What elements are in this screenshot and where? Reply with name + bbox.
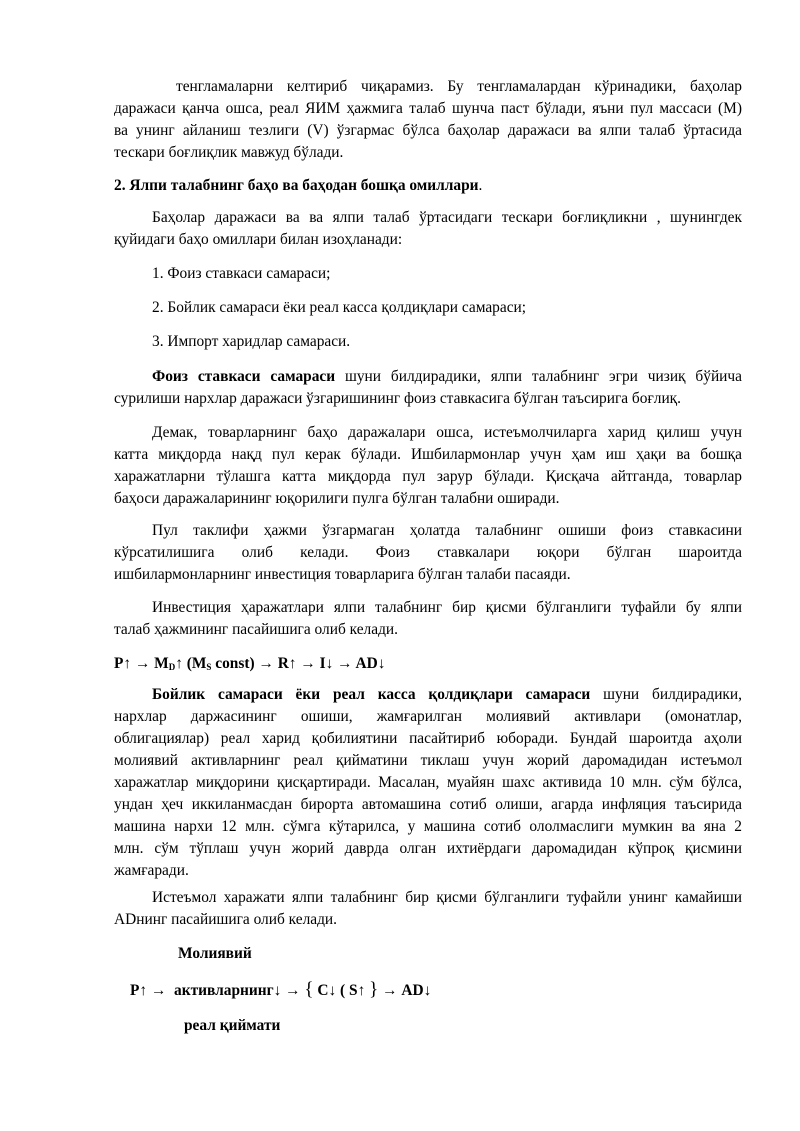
para3-line-4: баҳоси даражаларининг юқорилиги пулга бўлган талабни оширади. — [114, 490, 560, 507]
intro-line-2: даражаси қанча ошса, реал ЯИМ ҳажмига талаб шунча паст бўлади, яъни пул массаси (М) — [114, 100, 742, 117]
para3-line-1: Демак, товарларнинг баҳо даражалари ошса, истеъмолчиларга харид қилиш учун — [152, 424, 742, 441]
para1-line-1: Баҳолар даражаси ва ва ялпи талаб ўртасидаги тескари боғлиқликни , шунингдек — [152, 209, 742, 226]
paragraph-7 — [114, 887, 742, 931]
para6-term: Бойлик самараси ёки реал касса қолдиқлари самараси — [152, 686, 591, 703]
para6-line-7: машина нархи 12 млн. сўмга кўтарилса, у машина сотиб ололмаслиги мумкин ва яна 2 — [114, 818, 742, 835]
formula1-part-c: const) → R↑ → I↓ → AD↓ — [211, 655, 386, 672]
para6-line-4: молиявий активларнинг реал қийматини тиклаш учун жорий даромадидан истеъмол — [114, 752, 742, 769]
list-item-3: 3. Импорт харидлар самараси. — [152, 333, 351, 350]
formula2-inner: C↓ ( S↑ — [313, 982, 370, 999]
para6-line-6: ундан ҳеч иккиланмасдан бирорта автомашина сотиб олиши, агарда инфляция таъсирида — [114, 796, 742, 813]
formula2-assets: активларнинг↓ → — [174, 982, 301, 999]
formula2-top-label: Молиявий — [178, 945, 252, 962]
paragraph-1 — [114, 207, 742, 251]
intro-paragraph — [114, 76, 742, 164]
para5-line-1: Инвестиция ҳаражатлари ялпи талабнинг бир қисми бўлганлиги туфайли бу ялпи — [152, 599, 742, 616]
section-heading-dot: . — [478, 177, 483, 194]
para4-line-1: Пул таклифи ҳажми ўзгармаган ҳолатда талабнинг ошиши фоиз ставкасини — [152, 522, 742, 539]
paragraph-6 — [114, 684, 742, 882]
para6-line-1-rest: шуни билдирадики, — [590, 686, 742, 703]
para2-line-2: сурилиши нархлар даражаси ўзгаришининг фоиз ставкасига бўлган таъсирига боғлиқ. — [114, 390, 682, 407]
section-heading — [114, 175, 742, 197]
section-heading-text: 2. Ялпи талабнинг баҳо ва баҳодан бошқа омиллари — [114, 177, 479, 194]
para6-line-2: нархлар даржасининг ошиши, жамғарилган молиявий активлари (омонатлар, — [114, 708, 742, 725]
para2-line-1 — [114, 366, 742, 388]
paragraph-3 — [114, 422, 742, 510]
para6-line-8: млн. сўм тўплаш учун жорий даврда олган ихтиёрдаги даромадидан кўпроқ қисмини — [114, 840, 742, 857]
list-item-2: 2. Бойлик самараси ёки реал касса қолдиқлари самараси; — [152, 299, 527, 316]
list-item-1: 1. Фоиз ставкаси самараси; — [152, 265, 331, 282]
para2-line-1-rest: шуни билдирадики, ялпи талабнинг эгри чизиқ бўйича — [335, 368, 742, 385]
paragraph-5 — [114, 597, 742, 641]
paragraph-4 — [114, 520, 742, 586]
para4-line-3: ишбилармонларнинг инвестиция товарларига бўлган талаби пасаяди. — [114, 566, 571, 583]
formula-interest-rate-effect — [114, 653, 385, 678]
para5-line-2: талаб ҳажмининг пасайишига олиб келади. — [114, 621, 398, 638]
formula1-part-b: ↑ (M — [175, 655, 207, 672]
formula1-sub-d: D — [168, 662, 176, 672]
formula2-p: P↑ → — [130, 982, 167, 999]
formula-wealth-effect — [130, 979, 431, 1002]
para1-line-2: қуйидаги баҳо омиллари билан изоҳланади: — [114, 231, 403, 248]
formula2-brace-close: } — [369, 979, 379, 1000]
para3-line-3: харажатларни тўлашга катта миқдорда пул зарур бўлади. Қисқача айтганда, товарлар — [114, 468, 742, 485]
formula2-end: → AD↓ — [378, 982, 432, 999]
formula2-bottom-label: реал қиймати — [184, 1017, 281, 1034]
para7-line-1: Истеъмол харажати ялпи талабнинг бир қисми бўлганлиги туфайли унинг камайиши — [152, 889, 742, 906]
intro-line-1: тенгламаларни келтириб чиқарамиз. Бу тенгламалардан кўринадики, баҳолар — [176, 78, 742, 95]
para4-line-2: кўрсатилишига олиб келади. Фоиз ставкалари юқори бўлган шароитда — [114, 544, 742, 561]
para6-line-9: жамғаради. — [114, 862, 189, 879]
intro-line-3: ва унинг айланиш тезлиги (V) ўзгармас бўлса баҳолар даражаси ва ялпи талаб ўртасида — [114, 122, 742, 139]
para6-line-3: облигациялар) реал харид қобилиятини пасайтириб юборади. Бундай шароитда аҳоли — [114, 730, 742, 747]
formula1-part-a: P↑ → M — [114, 655, 169, 672]
para6-line-1 — [114, 684, 742, 706]
para3-line-2: катта миқдорда нақд пул керак бўлади. Ишбилармонлар учун ҳам иш ҳақи ва бошқа — [114, 446, 742, 463]
formula2-brace-open: { — [304, 979, 314, 1000]
paragraph-2 — [114, 366, 742, 410]
para2-term: Фоиз ставкаси самараси — [152, 368, 336, 385]
para6-line-5: харажатлар миқдорини қисқартиради. Масалан, муайян шахс активида 10 млн. сўм бўлса, — [114, 774, 742, 791]
para7-line-2: ADнинг пасайишига олиб келади. — [114, 911, 338, 928]
formula1-sub-s: S — [206, 662, 212, 672]
intro-line-4: тескари боғлиқлик мавжуд бўлади. — [114, 144, 344, 161]
